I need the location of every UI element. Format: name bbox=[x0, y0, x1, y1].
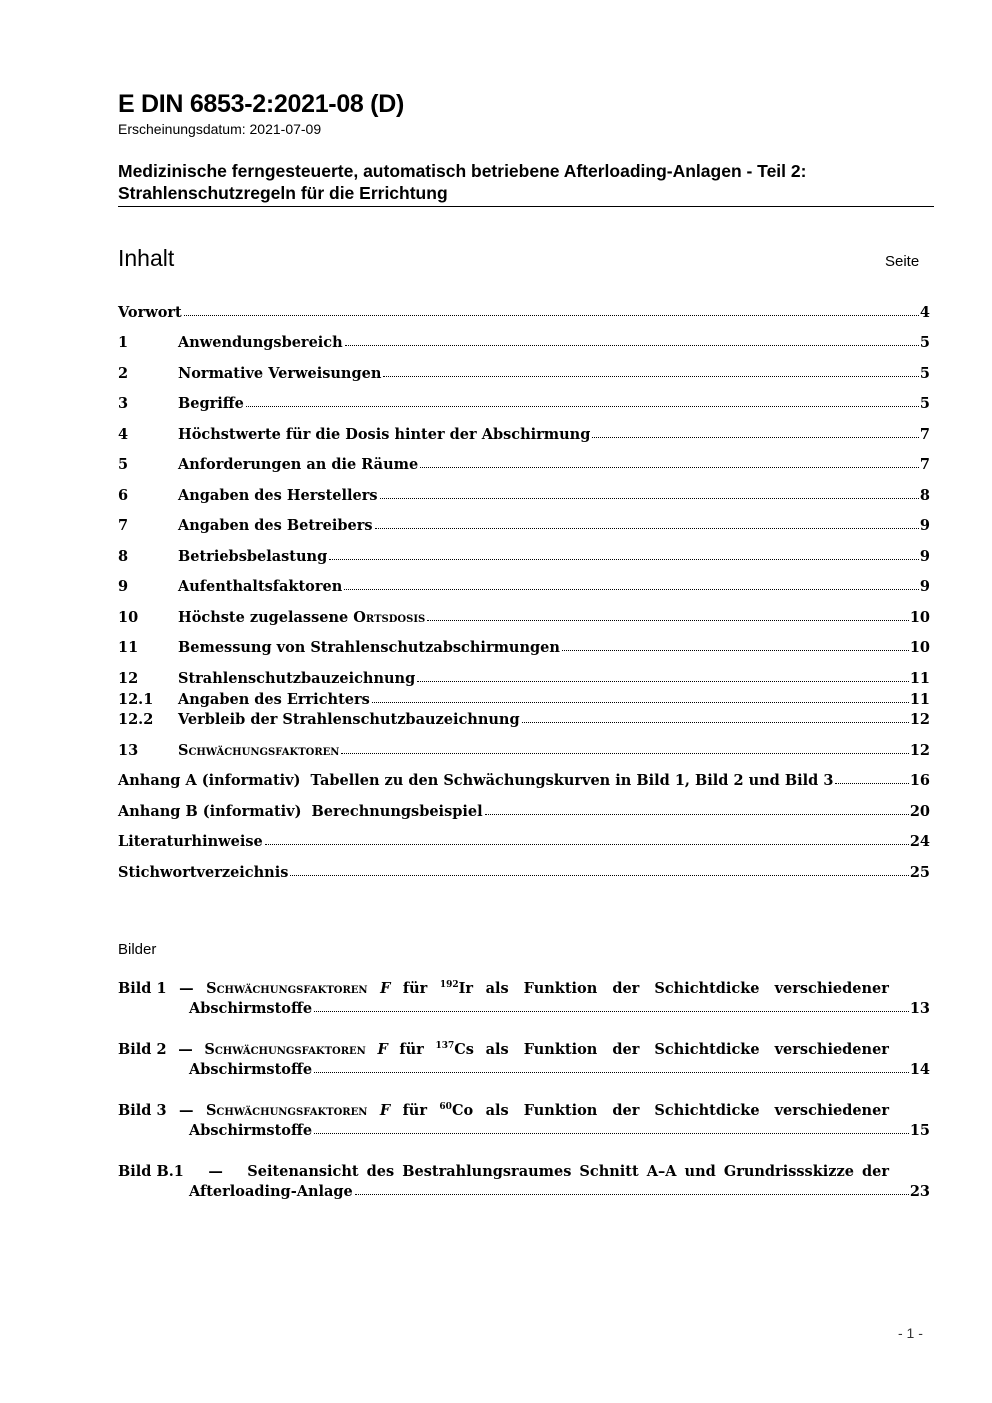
isotope-symbol: Ir bbox=[458, 980, 474, 997]
isotope-symbol: Cs bbox=[454, 1041, 474, 1058]
figure-term: Schwächungsfaktoren bbox=[205, 1102, 368, 1119]
figure-entry-line-1 bbox=[118, 1099, 889, 1119]
toc-entry-stichwortverzeichnis[interactable] bbox=[118, 861, 930, 881]
toc-entry-5[interactable] bbox=[118, 453, 930, 473]
figure-description: als Funktion der Schichtdicke verschiedener bbox=[485, 980, 889, 997]
figure-entry-line-2 bbox=[189, 1119, 930, 1139]
toc-entry-page: 9 bbox=[919, 517, 930, 534]
em-dash: — bbox=[179, 980, 194, 997]
toc-entry-title: Anhang A (informativ) Tabellen zu den Schwächungskurven in Bild 1, Bild 2 und Bild 3 bbox=[118, 772, 834, 789]
toc-entry-number: 6 bbox=[118, 487, 129, 504]
figure-description: als Funktion der Schichtdicke verschiedener bbox=[485, 1102, 889, 1119]
toc-entry-number: 2 bbox=[118, 365, 129, 382]
dot-leader bbox=[345, 345, 919, 346]
toc-entry-page: 12 bbox=[909, 711, 930, 728]
figure-description-cont: Abschirmstoffe bbox=[189, 1000, 313, 1017]
toc-entry-title: Bemessung von Strahlenschutzabschirmungen bbox=[178, 639, 560, 656]
toc-entry-page: 20 bbox=[909, 803, 930, 820]
isotope-mass: 137 bbox=[435, 1041, 455, 1051]
figure-entry-line-1 bbox=[118, 1160, 889, 1180]
figure-word: für bbox=[399, 1041, 424, 1058]
isotope bbox=[439, 1102, 473, 1119]
toc-entry-page: 5 bbox=[919, 365, 930, 382]
toc-entry-7[interactable] bbox=[118, 514, 930, 534]
figure-page: 13 bbox=[909, 1000, 930, 1017]
toc-entry-number: 7 bbox=[118, 517, 129, 534]
dot-leader bbox=[314, 1133, 909, 1134]
toc-entry-title: Anhang B (informativ) Berechnungsbeispiel bbox=[118, 803, 483, 820]
figure-description-cont: Afterloading-Anlage bbox=[189, 1183, 353, 1200]
toc-entry-title: Aufenthaltsfaktoren bbox=[178, 578, 343, 595]
dot-leader bbox=[314, 1011, 909, 1012]
dot-leader bbox=[344, 589, 919, 590]
figure-entry-line-2 bbox=[189, 1058, 930, 1078]
toc-entry-page: 9 bbox=[919, 578, 930, 595]
contents-heading: Inhalt bbox=[118, 245, 175, 271]
figure-page: 23 bbox=[909, 1183, 930, 1200]
dot-leader bbox=[314, 1072, 909, 1073]
dot-leader bbox=[246, 406, 919, 407]
em-dash: — bbox=[178, 1041, 193, 1058]
toc-entry-page: 5 bbox=[919, 334, 930, 351]
figure-entry-bild-b1[interactable] bbox=[118, 1160, 930, 1200]
toc-entry-title: Strahlenschutzbauzeichnung bbox=[178, 670, 416, 687]
toc-entry-title: Anforderungen an die Räume bbox=[178, 456, 419, 473]
toc-entry-6[interactable] bbox=[118, 484, 930, 504]
toc-entry-page: 25 bbox=[909, 864, 930, 881]
dot-leader bbox=[380, 498, 919, 499]
toc-entry-title: Schwächungsfaktoren bbox=[178, 742, 340, 759]
toc-entry-13[interactable] bbox=[118, 739, 930, 759]
em-dash: — bbox=[179, 1102, 194, 1119]
figure-word: für bbox=[402, 1102, 427, 1119]
dot-leader bbox=[329, 559, 919, 560]
dot-leader bbox=[592, 437, 919, 438]
toc-entry-number: 12.1 bbox=[118, 691, 154, 708]
title-divider bbox=[118, 206, 934, 207]
toc-entry-title: Anwendungsbereich bbox=[178, 334, 343, 351]
toc-entry-title: Vorwort bbox=[118, 304, 182, 321]
dot-leader bbox=[562, 650, 909, 651]
toc-entry-title: Angaben des Betreibers bbox=[178, 517, 373, 534]
toc-entry-number: 11 bbox=[118, 639, 139, 656]
isotope bbox=[440, 980, 473, 997]
figure-entry-bild-3[interactable] bbox=[118, 1099, 930, 1139]
toc-entry-literaturhinweise[interactable] bbox=[118, 830, 930, 850]
subtitle-line-1: Medizinische ferngesteuerte, automatisch betriebene Afterloading-Anlagen - Teil 2: bbox=[118, 161, 807, 181]
toc-entry-12-1[interactable] bbox=[118, 688, 930, 708]
toc-entry-12[interactable] bbox=[118, 667, 930, 687]
figure-entry-line-2 bbox=[189, 997, 930, 1017]
figure-page: 15 bbox=[909, 1122, 930, 1139]
toc-title-term: Ortsdosis bbox=[353, 609, 426, 626]
page-number: - 1 - bbox=[898, 1325, 923, 1341]
dot-leader bbox=[427, 620, 909, 621]
figure-description: Seitenansicht des Bestrahlungsraumes Schnitt A–A und Grundrissskizze der bbox=[247, 1163, 889, 1180]
toc-entry-page: 9 bbox=[919, 548, 930, 565]
dot-leader bbox=[417, 681, 909, 682]
document-subtitle bbox=[118, 160, 933, 204]
toc-entry-number: 9 bbox=[118, 578, 129, 595]
subtitle-line-2: Strahlenschutzregeln für die Errichtung bbox=[118, 183, 448, 203]
toc-entry-number: 13 bbox=[118, 742, 139, 759]
dot-leader bbox=[383, 376, 919, 377]
dot-leader bbox=[375, 528, 919, 529]
toc-entry-3[interactable] bbox=[118, 392, 930, 412]
toc-entry-page: 10 bbox=[909, 639, 930, 656]
toc-entry-page: 10 bbox=[909, 609, 930, 626]
toc-entry-8[interactable] bbox=[118, 545, 930, 565]
figure-entry-line-1 bbox=[118, 1038, 889, 1058]
toc-entry-number: 4 bbox=[118, 426, 129, 443]
toc-entry-page: 8 bbox=[919, 487, 930, 504]
toc-entry-anhang-a[interactable] bbox=[118, 769, 930, 789]
toc-entry-page: 11 bbox=[909, 670, 930, 687]
dot-leader bbox=[420, 467, 919, 468]
isotope bbox=[435, 1041, 474, 1058]
toc-entry-vorwort[interactable] bbox=[118, 301, 930, 321]
toc-title-prefix: Höchste zugelassene bbox=[178, 609, 354, 626]
figure-variable: F bbox=[380, 980, 391, 997]
document-title: E DIN 6853-2:2021-08 (D) bbox=[118, 90, 404, 118]
figure-entry-line-2 bbox=[189, 1180, 930, 1200]
toc-entry-1[interactable] bbox=[118, 331, 930, 351]
toc-entry-title: Verbleib der Strahlenschutzbauzeichnung bbox=[178, 711, 520, 728]
dot-leader bbox=[184, 315, 919, 316]
toc-entry-title: Begriffe bbox=[178, 395, 244, 412]
toc-entry-title: Angaben des Herstellers bbox=[178, 487, 378, 504]
toc-entry-page: 12 bbox=[909, 742, 930, 759]
toc-entry-12-2[interactable] bbox=[118, 708, 930, 728]
toc-entry-number: 12.2 bbox=[118, 711, 154, 728]
dot-leader bbox=[485, 814, 909, 815]
figure-label: Bild 1 bbox=[118, 980, 167, 997]
toc-entry-9[interactable] bbox=[118, 575, 930, 595]
figure-variable: F bbox=[379, 1102, 391, 1119]
figure-label: Bild 3 bbox=[118, 1102, 167, 1119]
toc-entry-page: 7 bbox=[919, 456, 930, 473]
toc-entry-title: Stichwortverzeichnis bbox=[118, 864, 289, 881]
toc-entry-page: 7 bbox=[919, 426, 930, 443]
toc-entry-page: 5 bbox=[919, 395, 930, 412]
toc-entry-title: Betriebsbelastung bbox=[178, 548, 328, 565]
dot-leader bbox=[265, 844, 909, 845]
toc-entry-number: 8 bbox=[118, 548, 129, 565]
toc-entry-page: 16 bbox=[909, 772, 930, 789]
dot-leader bbox=[341, 753, 908, 754]
figure-entry-line-1 bbox=[118, 977, 889, 997]
toc-entry-title: Normative Verweisungen bbox=[178, 365, 382, 382]
isotope-symbol: Co bbox=[451, 1102, 474, 1119]
figure-term: Schwächungsfaktoren bbox=[206, 980, 368, 997]
toc-entry-4[interactable] bbox=[118, 423, 930, 443]
em-dash: — bbox=[208, 1163, 223, 1180]
toc-entry-number: 5 bbox=[118, 456, 129, 473]
figures-heading: Bilder bbox=[118, 941, 157, 958]
toc-entry-title: Höchstwerte für die Dosis hinter der Abschirmung bbox=[178, 426, 591, 443]
toc-entry-title: Literaturhinweise bbox=[118, 833, 263, 850]
page-column-heading: Seite bbox=[885, 253, 920, 270]
toc-entry-title: Angaben des Errichters bbox=[178, 691, 370, 708]
figure-term: Schwächungsfaktoren bbox=[204, 1041, 366, 1058]
toc-entry-page: 24 bbox=[909, 833, 930, 850]
figure-label: Bild B.1 bbox=[118, 1163, 184, 1180]
isotope-mass: 60 bbox=[439, 1102, 452, 1112]
dot-leader bbox=[835, 783, 908, 784]
toc-entry-11[interactable] bbox=[118, 636, 930, 656]
toc-entry-2[interactable] bbox=[118, 362, 930, 382]
toc-entry-page: 11 bbox=[909, 691, 930, 708]
figure-description-cont: Abschirmstoffe bbox=[189, 1122, 313, 1139]
toc-entry-number: 3 bbox=[118, 395, 129, 412]
dot-leader bbox=[355, 1194, 909, 1195]
figure-entry-bild-1[interactable] bbox=[118, 977, 930, 1017]
toc-entry-10[interactable] bbox=[118, 606, 930, 626]
toc-entry-number: 1 bbox=[118, 334, 129, 351]
figure-page: 14 bbox=[909, 1061, 930, 1078]
figure-description-cont: Abschirmstoffe bbox=[189, 1061, 313, 1078]
dot-leader bbox=[522, 722, 909, 723]
toc-entry-page: 4 bbox=[919, 304, 930, 321]
dot-leader bbox=[290, 875, 908, 876]
toc-entry-number: 12 bbox=[118, 670, 139, 687]
toc-entry-title bbox=[178, 609, 425, 626]
toc-entry-number: 10 bbox=[118, 609, 139, 626]
toc-entry-anhang-b[interactable] bbox=[118, 800, 930, 820]
isotope-mass: 192 bbox=[439, 980, 459, 990]
dot-leader bbox=[372, 702, 909, 703]
figure-label: Bild 2 bbox=[118, 1041, 167, 1058]
figure-description: als Funktion der Schichtdicke verschiedener bbox=[485, 1041, 889, 1058]
figure-word: für bbox=[402, 980, 428, 997]
figure-variable: F bbox=[377, 1041, 388, 1058]
figure-entry-bild-2[interactable] bbox=[118, 1038, 930, 1078]
publication-date: Erscheinungsdatum: 2021-07-09 bbox=[118, 121, 322, 137]
